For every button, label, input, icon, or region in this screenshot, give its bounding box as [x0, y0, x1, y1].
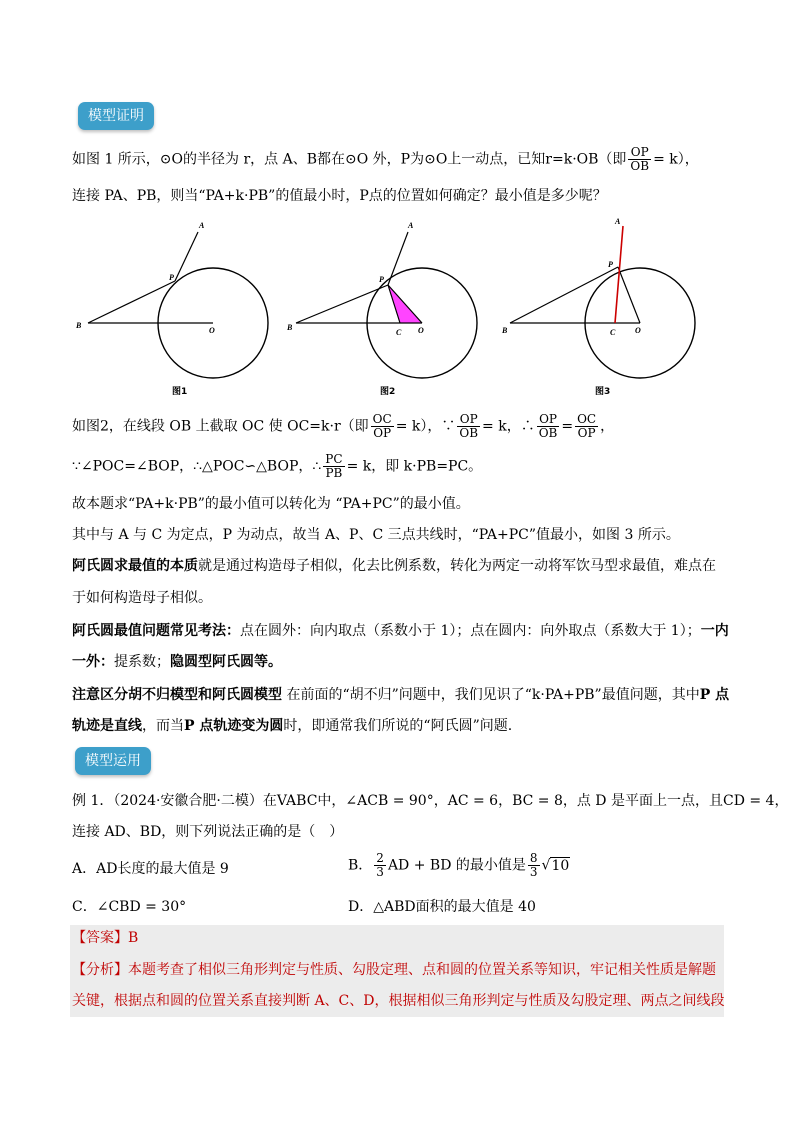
proof-line-1: 如图2，在线段 OB 上截取 OC 使 OC=k·r（即 $\frac{OC}{OP}$ = k），∵ $\frac{OP}{OB}$ = k，∴ $\frac{OP}{OB}$ = $\frac{OC}{OP}$ ， — [72, 412, 615, 440]
figures-group — [70, 212, 710, 402]
fig3-label-p: P — [608, 260, 613, 269]
intro-line-1: 如图 1 所示，⊙O的半径为 r，点 A、B都在⊙O 外，P为⊙O上一动点，已知r=k·OB（即 $\frac{OP}{OB}$ = k）， — [72, 145, 699, 173]
fig1-caption: 图1 — [172, 387, 188, 397]
fig2-caption: 图2 — [380, 387, 396, 397]
fig3-label-c: C — [610, 328, 616, 337]
fig3-caption: 图3 — [595, 387, 611, 397]
proof-line-10: 轨迹是直线，而当P 点轨迹变为圆时，即通常我们所说的“阿氏圆”问题. — [72, 718, 513, 734]
fig3-red-line — [615, 226, 623, 323]
fig1-label-p: P — [169, 273, 174, 282]
fig2-label-b: B — [287, 323, 293, 332]
fig2-label-c: C — [396, 328, 402, 337]
fig1-label-o: O — [209, 326, 215, 335]
fig2-label-o: O — [418, 326, 424, 335]
sqrt-sign: √ — [541, 857, 551, 874]
intro-text: 如图 1 所示，⊙O的半径为 r，点 A、B都在⊙O 外，P为⊙O上一动点，已知r=k·OB（即 — [72, 151, 627, 168]
fraction-op-ob: $\frac{OP}{OB}$ — [630, 145, 650, 173]
analysis-line-1: 【分析】本题考查了相似三角形判定与性质、勾股定理、点和圆的位置关系等知识，牢记相关性质是解题 — [72, 962, 716, 978]
proof-line-4: 其中与 A 与 C 为定点，P 为动点，故当 A、P、C 三点共线时，“PA+PC”值最小，如图 3 所示。 — [72, 527, 680, 543]
proof-line-2: ∵∠POC=∠BOP，∴△POC∽△BOP，∴ $\frac{PC}{PB}$ = k，即 k·PB=PC。 — [72, 452, 483, 480]
proof-line-8: 一外：提系数；隐圆型阿氏圆等。 — [72, 654, 282, 670]
proof-line-5: 阿氏圆求最值的本质就是通过构造母子相似，化去比例系数，转化为两定一动将军饮马型求最值，难点在 — [72, 558, 716, 574]
option-d: D．△ABD面积的最大值是 40 — [348, 899, 536, 915]
fig1-label-b: B — [76, 321, 82, 330]
proof-line-9: 注意区分胡不归模型和阿氏圆模型 在前面的“胡不归”问题中，我们见识了“k·PA+PB”最值问题，其中P 点 — [72, 687, 730, 703]
example-line-1: 例 1．（2024·安徽合肥·二模）在VABC中，∠ACB = 90°，AC = 6，BC = 8，点 D 是平面上一点，且CD = 4， — [72, 793, 789, 809]
option-a: A．AD长度的最大值是 9 — [72, 861, 229, 877]
figure-2 — [286, 221, 477, 378]
fig1-label-a: A — [199, 221, 205, 230]
figure-3 — [501, 217, 695, 378]
proof-line-7: 阿氏圆最值问题常见考法：点在圆外：向内取点（系数小于 1）；点在圆内：向外取点（系数大于 1）；一内 — [72, 623, 729, 639]
proof-line-3: 故本题求“PA+k·PB”的最小值可以转化为 “PA+PC”的最小值。 — [72, 496, 470, 512]
analysis-line-2: 关键，根据点和圆的位置关系直接判断 A、C、D，根据相似三角形判定与性质及勾股定理、两点之间线段 — [72, 993, 725, 1009]
answer-line: 【答案】B — [72, 930, 139, 946]
option-c: C．∠CBD = 30° — [72, 899, 187, 915]
example-line-2: 连接 AD、BD，则下列说法正确的是（ ） — [72, 824, 344, 840]
section-badge-model-proof: 模型证明 — [78, 102, 154, 130]
proof-line-6: 于如何构造母子相似。 — [72, 590, 212, 606]
option-b: B． $\frac{2}{3}$ AD + BD 的最小值是 $\frac{8}{3}$ √10 — [348, 851, 570, 879]
intro-line-2: 连接 PA、PB，则当“PA+k·PB”的值最小时，P点的位置如何确定？最小值是多少呢？ — [72, 188, 607, 204]
section-badge-model-application: 模型运用 — [75, 747, 151, 775]
fig2-label-a: A — [408, 221, 414, 230]
fig3-label-a: A — [615, 217, 621, 226]
fig3-label-b: B — [502, 326, 508, 335]
fig3-label-o: O — [635, 326, 641, 335]
fig2-label-p: P — [379, 275, 384, 284]
figure-1 — [75, 221, 268, 378]
